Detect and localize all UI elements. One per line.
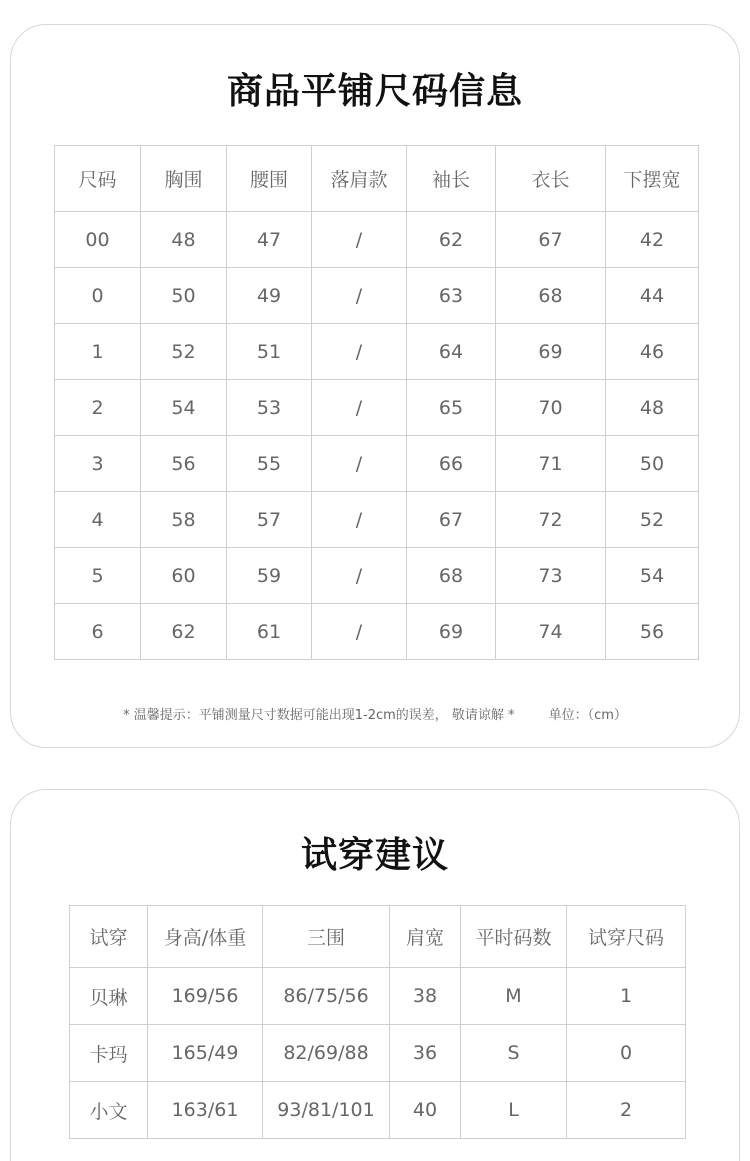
size-chart-cell: / (312, 436, 407, 492)
try-on-cell: S (461, 1025, 567, 1082)
try-on-cell: 93/81/101 (263, 1082, 390, 1139)
size-chart-row (55, 212, 699, 268)
size-chart-cell: 73 (496, 548, 606, 604)
try-on-header-cell: 试穿 (70, 906, 148, 968)
size-chart-row (55, 492, 699, 548)
size-chart-cell: 54 (606, 548, 699, 604)
size-chart-cell: 4 (55, 492, 141, 548)
size-chart-cell: 70 (496, 380, 606, 436)
size-chart-cell: 64 (407, 324, 496, 380)
size-chart-cell: 57 (227, 492, 312, 548)
size-chart-cell: / (312, 324, 407, 380)
size-chart-title: 商品平铺尺码信息 (226, 71, 523, 112)
try-on-cell: 36 (390, 1025, 461, 1082)
size-chart-cell: / (312, 268, 407, 324)
size-chart-cell: 58 (141, 492, 227, 548)
size-chart-cell: / (312, 548, 407, 604)
size-chart-row (55, 324, 699, 380)
size-chart-cell: 50 (606, 436, 699, 492)
size-chart-cell: 61 (227, 604, 312, 660)
try-on-cell: 38 (390, 968, 461, 1025)
size-chart-table (54, 145, 699, 660)
try-on-cell: 86/75/56 (263, 968, 390, 1025)
size-chart-cell: 47 (227, 212, 312, 268)
size-chart-cell: 44 (606, 268, 699, 324)
size-chart-row (55, 380, 699, 436)
size-chart-cell: 55 (227, 436, 312, 492)
size-chart-cell: 68 (496, 268, 606, 324)
size-chart-cell: / (312, 604, 407, 660)
size-chart-header-cell: 腰围 (227, 146, 312, 212)
size-chart-cell: 66 (407, 436, 496, 492)
size-chart-cell: 63 (407, 268, 496, 324)
size-chart-cell: 42 (606, 212, 699, 268)
try-on-cell: L (461, 1082, 567, 1139)
size-chart-cell: 62 (407, 212, 496, 268)
size-chart-row (55, 548, 699, 604)
size-chart-header-cell: 下摆宽 (606, 146, 699, 212)
try-on-cell: 169/56 (148, 968, 263, 1025)
size-chart-cell: 1 (55, 324, 141, 380)
size-chart-cell: 00 (55, 212, 141, 268)
size-chart-cell: 2 (55, 380, 141, 436)
try-on-header-cell: 平时码数 (461, 906, 567, 968)
size-chart-cell: 6 (55, 604, 141, 660)
try-on-cell: 2 (567, 1082, 686, 1139)
size-chart-cell: 52 (141, 324, 227, 380)
size-chart-row (55, 436, 699, 492)
size-chart-cell: 0 (55, 268, 141, 324)
size-chart-cell: 62 (141, 604, 227, 660)
size-chart-cell: 46 (606, 324, 699, 380)
size-chart-cell: 59 (227, 548, 312, 604)
size-chart-cell: 65 (407, 380, 496, 436)
try-on-card (10, 789, 740, 1161)
size-chart-cell: 67 (496, 212, 606, 268)
try-on-cell: 163/61 (148, 1082, 263, 1139)
size-chart-cell: 3 (55, 436, 141, 492)
unit-label: 单位：（cm） (548, 708, 627, 723)
size-chart-header-cell: 衣长 (496, 146, 606, 212)
size-chart-cell: 56 (141, 436, 227, 492)
size-chart-cell: 48 (606, 380, 699, 436)
try-on-cell: 165/49 (148, 1025, 263, 1082)
size-chart-cell: 67 (407, 492, 496, 548)
size-chart-cell: 56 (606, 604, 699, 660)
try-on-title: 试穿建议 (300, 835, 449, 876)
size-chart-cell: 48 (141, 212, 227, 268)
size-chart-header-cell: 胸围 (141, 146, 227, 212)
try-on-cell: 0 (567, 1025, 686, 1082)
try-on-header-row (70, 906, 686, 968)
size-chart-cell: 5 (55, 548, 141, 604)
try-on-cell: 40 (390, 1082, 461, 1139)
size-chart-header-cell: 袖长 (407, 146, 496, 212)
try-on-cell: 82/69/88 (263, 1025, 390, 1082)
size-chart-header-row (55, 146, 699, 212)
size-chart-cell: 72 (496, 492, 606, 548)
size-chart-cell: 68 (407, 548, 496, 604)
size-chart-cell: 54 (141, 380, 227, 436)
size-chart-cell: 60 (141, 548, 227, 604)
try-on-cell: 卡玛 (70, 1025, 148, 1082)
size-chart-cell: 69 (496, 324, 606, 380)
try-on-row (70, 1025, 686, 1082)
size-chart-cell: 51 (227, 324, 312, 380)
size-chart-cell: / (312, 492, 407, 548)
try-on-header-cell: 肩宽 (390, 906, 461, 968)
size-chart-cell: 52 (606, 492, 699, 548)
size-chart-row (55, 604, 699, 660)
size-chart-header-cell: 落肩款 (312, 146, 407, 212)
try-on-row (70, 968, 686, 1025)
tolerance-note: * 温馨提示：平铺测量尺寸数据可能出现1-2cm的误差， 敬请谅解 * (123, 708, 515, 723)
size-chart-card (10, 24, 740, 748)
size-chart-cell: / (312, 380, 407, 436)
size-chart-cell: 71 (496, 436, 606, 492)
try-on-table (69, 905, 686, 1139)
size-chart-cell: 74 (496, 604, 606, 660)
try-on-cell: M (461, 968, 567, 1025)
try-on-cell: 贝琳 (70, 968, 148, 1025)
try-on-cell: 小文 (70, 1082, 148, 1139)
try-on-cell: 1 (567, 968, 686, 1025)
size-chart-header-cell: 尺码 (55, 146, 141, 212)
size-chart-cell: 49 (227, 268, 312, 324)
size-chart-note (11, 704, 739, 723)
try-on-row (70, 1082, 686, 1139)
try-on-header-cell: 三围 (263, 906, 390, 968)
try-on-header-cell: 试穿尺码 (567, 906, 686, 968)
size-chart-cell: 69 (407, 604, 496, 660)
size-chart-cell: 53 (227, 380, 312, 436)
size-chart-cell: 50 (141, 268, 227, 324)
try-on-header-cell: 身高/体重 (148, 906, 263, 968)
size-chart-row (55, 268, 699, 324)
size-chart-cell: / (312, 212, 407, 268)
